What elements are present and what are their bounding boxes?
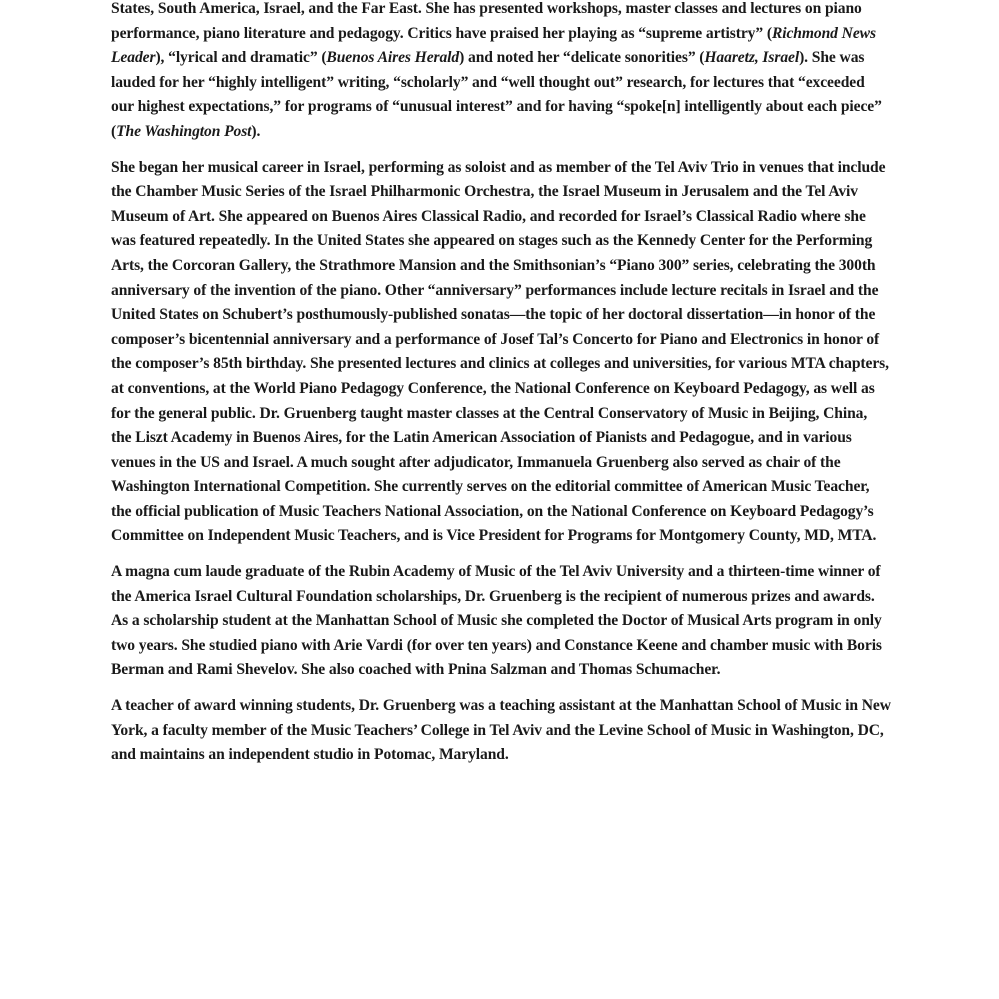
text-segment: ). bbox=[251, 122, 261, 140]
text-segment: ), “lyrical and dramatic” ( bbox=[155, 49, 327, 67]
citation-buenos-aires-herald: Buenos Aires Herald bbox=[326, 49, 460, 67]
text-segment: She began her musical career in Israel, performing as soloist and as member of the Tel Aviv Trio in venues that include the Chamber Music Series of the Israel Philharmonic Orchestra, the Israel Museum in Jerusalem and the Tel Aviv Museum of Art. She appeared on Buenos Aires Classical Radio, and recorded for Israel’s Classical Radio where she was featured repeatedly. In the United States she appeared on stages such as the Kennedy Center for the Performing Arts, the Corcoran Gallery, the Strathmore Mansion and the Smithsonian’s “Piano 300” series, celebrating the 300th anniversary of the invention of the piano. Other “anniversary” performances include lecture recitals in Israel and the United States on Schubert’s posthumously-published sonatas—the topic of her doctoral dissertation—in honor of the composer’s bicentennial anniversary and a performance of Josef Tal’s Concerto for Piano and Electronics in honor of the composer’s 85th birthday. She presented lectures and clinics at colleges and universities, for various MTA chapters, at conventions, at the World Piano Pedagogy Conference, the National Conference on Keyboard Pedagogy, as well as for the general public. Dr. Gruenberg taught master classes at the Central Conservatory of Music in Beijing, China, the Liszt Academy in Buenos Aires, for the Latin American Association of Pianists and Pedagogue, and in various venues in the US and Israel. A much sought after adjudicator, Immanuela Gruenberg also served as chair of the Washington International Competition. She currently serves on the editorial committee of American Music Teacher, the official publication of Music Teachers National Association, on the National Conference on Keyboard Pedagogy’s Committee on Independent Music Teachers, and is Vice President for Programs for Montgomery County, MD, MTA. bbox=[111, 158, 889, 545]
paragraph-teaching bbox=[111, 694, 891, 768]
paragraph-reviews bbox=[111, 0, 891, 145]
text-segment: ) and noted her “delicate sonorities” ( bbox=[459, 49, 705, 67]
paragraph-career bbox=[111, 156, 891, 550]
text-segment: A magna cum laude graduate of the Rubin Academy of Music of the Tel Aviv University and a thirteen-time winner of the America Israel Cultural Foundation scholarships, Dr. Gruenberg is the recipient of numerous prizes and awards. As a scholarship student at the Manhattan School of Music she completed the Doctor of Musical Arts program in only two years. She studied piano with Arie Vardi (for over ten years) and Constance Keene and chamber music with Boris Berman and Rami Shevelov. She also coached with Pnina Salzman and Thomas Schumacher. bbox=[111, 563, 882, 679]
citation-haaretz: Haaretz, Israel bbox=[704, 49, 800, 67]
text-segment: States, South America, Israel, and the Far East. She has presented workshops, master classes and lectures on piano performance, piano literature and pedagogy. Critics have praised her playing as “supreme artistry” ( bbox=[111, 0, 862, 42]
text-segment: A teacher of award winning students, Dr. Gruenberg was a teaching assistant at the Manhattan School of Music in New York, a faculty member of the Music Teachers’ College in Tel Aviv and the Levine School of Music in Washington, DC, and maintains an independent studio in Potomac, Maryland. bbox=[111, 697, 891, 764]
text-segment: ). She was lauded for her “highly intelligent” writing, “scholarly” and “well thought out” research, for lectures that “exceeded our highest expectations,” for programs of “unusual interest” and for having “spoke[n] intelligently about each piece” ( bbox=[111, 49, 882, 140]
document-body bbox=[111, 0, 891, 779]
paragraph-education bbox=[111, 560, 891, 683]
citation-richmond-news-leader: Richmond News Leader bbox=[111, 24, 876, 67]
citation-washington-post: The Washington Post bbox=[116, 122, 252, 140]
